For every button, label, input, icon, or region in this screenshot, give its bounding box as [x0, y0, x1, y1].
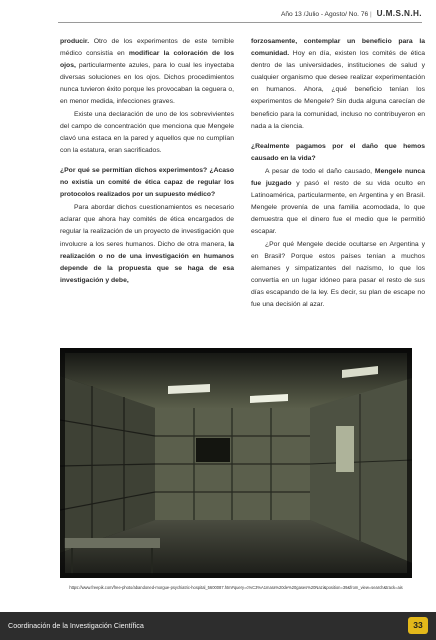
- page-header: [281, 9, 422, 18]
- left-paragraph-1: [60, 36, 234, 109]
- left-p1-text-2: particularmente azules, para lo cual les inyectaba diversas soluciones en los ojos. Dichos procedimientos nunca tuvieron éxito porque les provocaban la ceguera o, en menor medida, infecciones graves.: [60, 62, 234, 106]
- header-separator: |: [370, 11, 372, 18]
- morgue-photo-illustration: [60, 348, 412, 578]
- right-p2-text: A pesar de todo el daño causado,: [265, 167, 375, 175]
- left-column: [60, 36, 234, 287]
- right-question-heading: ¿Realmente pagamos por el daño que hemos causado en la vida?: [251, 142, 425, 162]
- right-p2-highlight: Mengele nunca fue juzgado: [251, 167, 425, 188]
- page-footer: [0, 612, 436, 640]
- right-p2-text-2: y pasó el resto de su vida oculto en Latinoamérica, particularmente, en Argentina y en Brasil. Mengele provenía de una familia acomodada, lo que demuestra que el dinero fue el medio que le permitió escapar.: [251, 180, 425, 236]
- left-p3-text: Para abordar dichos cuestionamientos es necesario aclarar que ahora hay comités de ética encargados de regular la realización de un proyecto de investigación que involucre a los seres humanos. Dicho de otra manera,: [60, 204, 234, 248]
- right-p1-text: Hoy en día, existen los comités de ética dentro de las universidades, instituciones de salud y cualquier organismo que desee realizar experimentación en humanos. Ahora, ¿qué beneficio tenían los experimentos de Mengele? Sin duda alguna carecían de beneficio para la comunidad, incluso no contribuyeron en nada a la ciencia.: [251, 50, 425, 130]
- left-p1-highlight: modificar la coloración de los ojos,: [60, 50, 234, 70]
- footer-text: Coordinación de la Investigación Científica: [8, 621, 144, 630]
- left-question-heading: ¿Por qué se permitían dichos experimentos? ¿Acaso no existía un comité de ética capaz de regular los protocolos realizados por un supuesto médico?: [60, 166, 234, 199]
- photo-caption: https://www.freepik.com/free-photo/abandoned-morgue-psychiatric-hospital_5600087.htm#query=c%C3%A1mara%20de%20gases%20Nazi&position=39&from_view=search&track=ais: [69, 585, 403, 590]
- left-p3-highlight: la realización o no de una investigación en humanos depende de la propuesta que se haga de esa investigación y debe,: [60, 240, 234, 284]
- right-p1-highlight: forzosamente, contemplar un beneficio para la comunidad.: [251, 38, 425, 58]
- left-p1-lead: producir.: [60, 38, 90, 45]
- right-column: [251, 36, 425, 311]
- right-paragraph-2: [251, 166, 425, 239]
- page-number-badge: 33: [408, 617, 428, 634]
- header-rule: [58, 22, 422, 23]
- left-p1-text: Otro de los experimentos de este temible médico consistía en: [60, 38, 234, 58]
- university-name: U.M.S.N.H.: [376, 9, 422, 18]
- left-paragraph-3: [60, 202, 234, 287]
- right-paragraph-3: ¿Por qué Mengele decide ocultarse en Argentina y en Brasil? Porque estos países tenían a muchos alemanes y simpatizantes del nazismo, lo que los convertía en un lugar idóneo para pasar el resto de sus días escapando de la ley. Es decir, su plan de escape no fue una decisión al azar.: [251, 240, 425, 308]
- issue-info: Año 13 /Julio - Agosto/ No. 76: [280, 11, 369, 18]
- morgue-photo: [60, 348, 412, 578]
- right-paragraph-1: [251, 36, 425, 133]
- left-paragraph-2: Existe una declaración de uno de los sobrevivientes del campo de concentración que menciona que Mengele clavó una estaca en la pared y aquellos que no cumplían con la estatura, eran sacrificados.: [60, 110, 234, 154]
